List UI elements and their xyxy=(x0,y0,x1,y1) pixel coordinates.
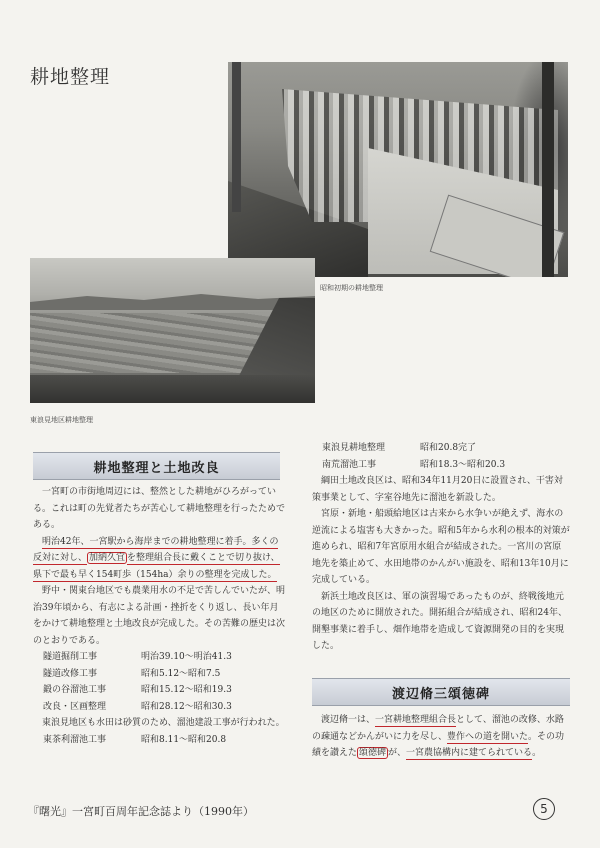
timeline-row: 鍛の谷溜池工事 昭和15.12〜昭和19.3 xyxy=(43,685,232,695)
landscape-photo xyxy=(30,258,315,403)
timeline-row: 隧道改修工事 昭和5.12〜昭和7.5 xyxy=(43,668,221,679)
paragraph: 宮原・新地・船頭給地区は古来から水争いが絶えず、海水の逆流による塩害も大きかった。昭和5年から水利の根本的対策が進められ、昭和7年宮原用水組合が結成された。一宮川の宮原地先を築止めて、水田地帯のかんがい施設を、昭和13年10月に完成している。 xyxy=(312,509,570,585)
underlined-text: 一宮農協構内に建てられている xyxy=(406,748,533,758)
section-heading: 渡辺脩三頌徳碑 xyxy=(312,678,570,706)
paragraph: 野中・関東台地区でも農業用水の不足で苦しんでいたが、明治39年頃から、有志による計画・挫折をくり返し、長い年月をかけて耕地整理と土地改良が完成した。その苦難の歴史は次のとおりである。 xyxy=(33,586,286,646)
ceremony-photo xyxy=(228,62,568,277)
left-column xyxy=(33,484,285,748)
photo-caption: 昭和初期の耕地整理 xyxy=(320,284,383,292)
timeline-row: 東茶利溜池工事 昭和8.11〜昭和20.8 xyxy=(43,734,227,745)
paragraph: 新浜土地改良区は、軍の演習場であったものが、終戦後地元の地区のために開放された。開拓組合が結成され、昭和24年、開墾事業に着手し、畑作地帯を造成して資源開発の目的を実現した。 xyxy=(312,591,567,651)
timeline-row: 隧道掘削工事 明治39.10〜明治41.3 xyxy=(43,652,232,662)
underlined-text: 多くの反対に対し、 xyxy=(33,536,279,563)
photo-caption: 東浪見地区耕地整理 xyxy=(30,416,93,424)
circled-name: 頌徳碑 xyxy=(359,748,387,758)
page-number: 5 xyxy=(533,798,555,820)
paragraph: 一宮町の市街地周辺には、整然とした耕地がひろがっている。これは町の先覚者たちが苦心して耕地整理を行ったためである。 xyxy=(33,487,286,530)
underlined-text: 豊作への道を開いた xyxy=(447,731,529,742)
timeline-row: 改良・区画整理 昭和28.12〜昭和30.3 xyxy=(43,701,232,712)
right-column xyxy=(312,440,570,655)
circled-name: 加納久宜 xyxy=(89,553,126,563)
paragraph: 綱田土地改良区は、昭和34年11月20日に設置され、干害対策事業として、字室谷地先に溜池を新設した。 xyxy=(312,476,563,503)
paragraph xyxy=(33,534,285,584)
paragraph: 渡辺脩一は、一宮耕地整理組合長として、溜池の改修、水路の疎通などかんがいに力を尽し、豊作への道を開いた。その功績を讃えた 頌徳碑 が、一宮農協構内に建てられている。 xyxy=(312,715,565,758)
underlined-text: 一宮耕地整理組合長 xyxy=(375,715,457,725)
timeline-row: 東浪見耕地整理 昭和20.8完了 xyxy=(322,443,477,453)
underlined-text: を整理組合長に戴くことで切り抜け、県下で最も早く154町歩（154ha）余りの整理を完成した。 xyxy=(33,553,280,580)
right-column-bottom xyxy=(312,712,570,762)
source-footer: 『曙光』一宮町百周年記念誌より（1990年） xyxy=(28,805,254,818)
section-heading: 耕地整理と土地改良 xyxy=(33,452,280,480)
underlined-text: 明治42年、一宮駅から海岸までの耕地整理に着手。 xyxy=(42,536,252,547)
timeline-row: 南荒溜池工事 昭和18.3〜昭和20.3 xyxy=(322,459,506,470)
paragraph: 東浪見地区も水田は砂質のため、溜池建設工事が行われた。 xyxy=(42,718,285,728)
page-title: 耕地整理 xyxy=(30,66,111,88)
